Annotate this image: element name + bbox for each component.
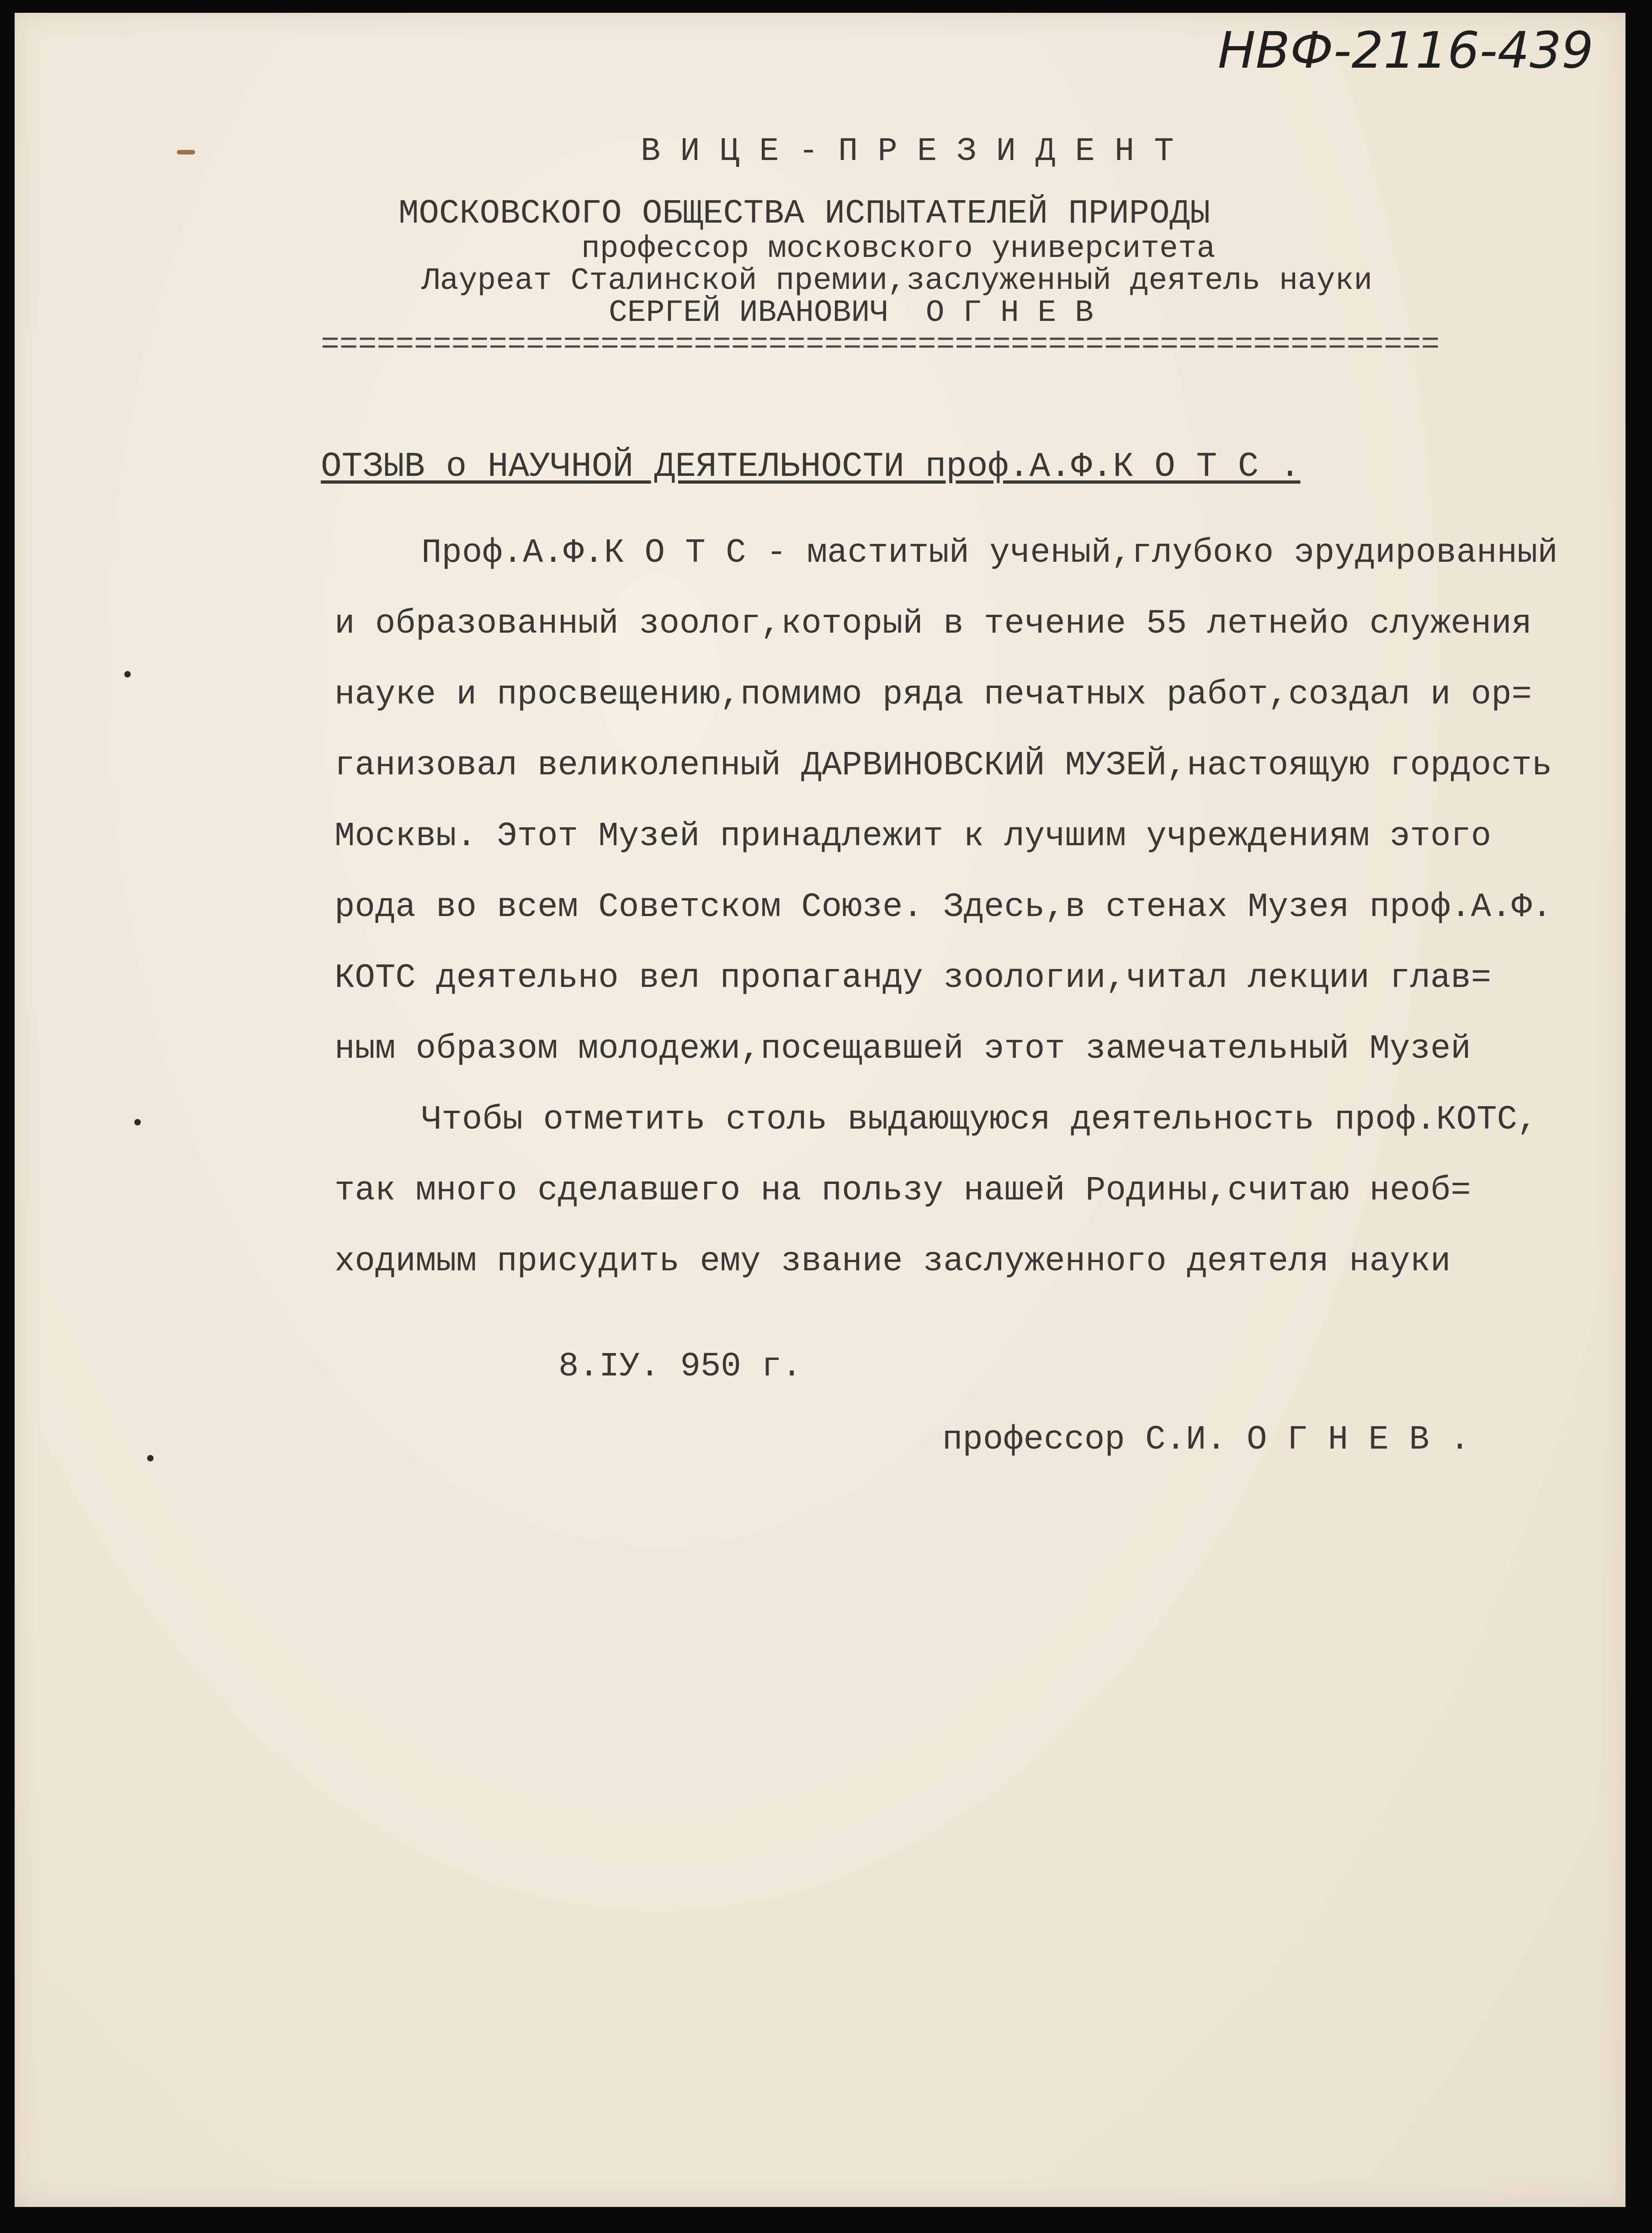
- punch-mark: [134, 1119, 141, 1125]
- body-line: Москвы. Этот Музей принадлежит к лучшим учреждениям этого: [335, 817, 1492, 856]
- body-line: КОТС деятельно вел пропаганду зоологии,читал лекции глав=: [335, 959, 1492, 997]
- body-line: ным образом молодежи,посещавшей этот замечательный Музей: [335, 1030, 1471, 1068]
- header-laureate: Лауреат Сталинской премии,заслуженный деятель науки: [421, 263, 1373, 298]
- document-title: ОТЗЫВ о НАУЧНОЙ ДЕЯТЕЛЬНОСТИ проф.А.Ф.К О Т С .: [321, 447, 1301, 486]
- stain-mark: [177, 150, 195, 155]
- body-line: так много сделавшего на пользу нашей Родины,считаю необ=: [335, 1172, 1471, 1210]
- body-line: ганизовал великолепный ДАРВИНОВСКИЙ МУЗЕЙ,настоящую гордость: [335, 746, 1552, 785]
- archive-number: НВФ-2116-439: [1217, 21, 1594, 80]
- header-university: профессор московского университета: [581, 231, 1216, 266]
- body-line: Чтобы отметить столь выдающуюся деятельность проф.КОТС,: [421, 1101, 1538, 1139]
- signature-line: профессор С.И. О Г Н Е В .: [942, 1421, 1470, 1459]
- document-page: [15, 13, 1625, 2207]
- body-line: науке и просвещению,помимо ряда печатных работ,создал и ор=: [335, 676, 1532, 714]
- header-title: В И Ц Е - П Р Е З И Д Е Н Т: [641, 133, 1174, 170]
- punch-mark: [147, 1455, 154, 1461]
- header-society: МОСКОВСКОГО ОБЩЕСТВА ИСПЫТАТЕЛЕЙ ПРИРОДЫ: [398, 195, 1211, 233]
- header-name: СЕРГЕЙ ИВАНОВИЧ О Г Н Е В: [609, 295, 1094, 330]
- body-line: и образованный зоолог,который в течение 55 летнейо служения: [335, 605, 1532, 643]
- punch-mark: [124, 671, 131, 677]
- document-date: 8.IУ. 950 г.: [558, 1348, 802, 1386]
- header-divider: ============================================================: [321, 327, 1440, 362]
- body-line: Проф.А.Ф.К О Т С - маститый ученый,глубоко эрудированный: [421, 534, 1558, 572]
- body-line: ходимым присудить ему звание заслуженного деятеля науки: [335, 1242, 1451, 1281]
- body-line: рода во всем Советском Союзе. Здесь,в стенах Музея проф.А.Ф.: [335, 888, 1552, 927]
